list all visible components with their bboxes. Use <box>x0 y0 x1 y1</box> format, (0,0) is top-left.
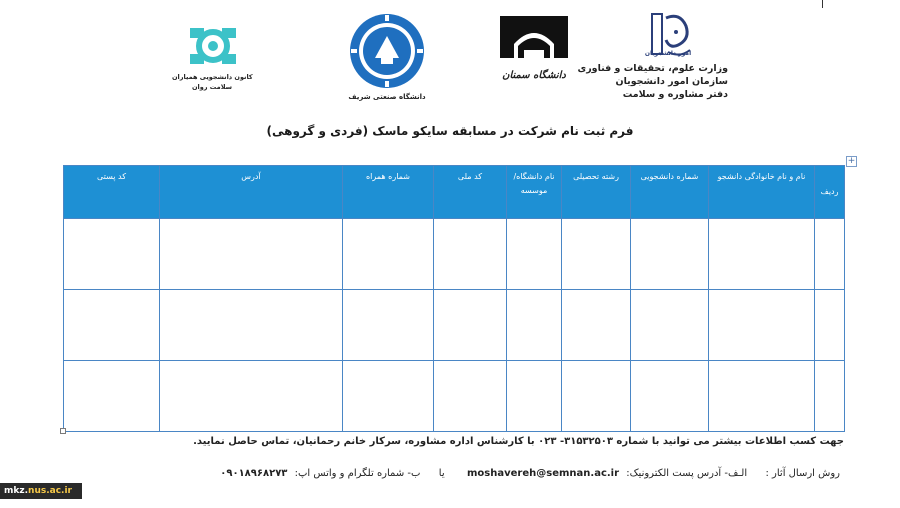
ministry-line-3: دفتر مشاوره و سلامت <box>622 89 728 100</box>
table-row <box>64 361 845 432</box>
table-cell[interactable] <box>343 290 434 361</box>
table-cell[interactable] <box>562 290 631 361</box>
semnan-logo-mark <box>498 14 570 68</box>
submission-methods <box>40 468 840 479</box>
table-row <box>64 219 845 290</box>
contact-info <box>64 434 844 449</box>
watermark-prefix: mkz. <box>4 486 29 496</box>
option-email-label: الـف- آدرس پست الکترونیک: <box>626 468 748 479</box>
sharif-logo-mark <box>348 12 426 90</box>
table-cell[interactable] <box>815 290 845 361</box>
table-cell[interactable] <box>160 219 343 290</box>
table-cell[interactable] <box>343 219 434 290</box>
ministry-line-2: سازمان امور دانشجویان <box>615 76 728 87</box>
table-cell[interactable] <box>562 361 631 432</box>
header-national-id: کد ملی <box>434 166 507 219</box>
club-logo-mark <box>180 22 246 72</box>
table-cell[interactable] <box>631 290 709 361</box>
table-cell[interactable] <box>507 361 562 432</box>
site-watermark <box>0 483 82 499</box>
contact-info-line: جهت کسب اطلاعات بیشتر می توانید با شماره ۳۱۵۳۲۵۰۳- ۰۲۳ با کارشناس اداره مشاوره، سرکار خانم رحمانیان، تماس حاصل نمایید. <box>193 436 844 447</box>
table-cell[interactable] <box>507 219 562 290</box>
header-mobile: شماره همراه <box>343 166 434 219</box>
table-cell[interactable] <box>434 361 507 432</box>
sharif-caption: دانشگاه صنعتی شریف <box>348 93 426 101</box>
submission-label: روش ارسال آثار : <box>765 468 840 479</box>
watermark-accent: nus.ac.ir <box>28 486 72 496</box>
club-caption-line1: کانون دانشجویی همیاران <box>172 73 253 81</box>
table-cell[interactable] <box>64 290 160 361</box>
club-caption <box>172 72 252 92</box>
header-student-id: شماره دانشجویی <box>631 166 709 219</box>
semnan-logo <box>498 14 570 68</box>
table-move-handle-icon[interactable]: + <box>847 156 856 166</box>
table-cell[interactable] <box>434 219 507 290</box>
club-caption-line2: سلامت روان <box>191 83 233 91</box>
phone-number: ۰۹۰۱۸۹۶۸۲۷۳ <box>220 468 288 479</box>
email-address[interactable]: moshavereh@semnan.ac.ir <box>467 468 620 479</box>
table-cell[interactable] <box>815 361 845 432</box>
header-field-of-study: رشته تحصیلی <box>562 166 631 219</box>
table-cell[interactable] <box>160 290 343 361</box>
table-cell[interactable] <box>64 219 160 290</box>
table-cell[interactable] <box>631 361 709 432</box>
ministry-logo-text: امور دانشجویان <box>644 50 692 57</box>
table-cell[interactable] <box>343 361 434 432</box>
option-messenger-label: ب- شماره تلگرام و واتس اپ: <box>294 468 421 479</box>
club-logo <box>180 22 246 72</box>
table-cell[interactable] <box>815 219 845 290</box>
sharif-logo <box>348 12 426 90</box>
table-cell[interactable] <box>709 290 815 361</box>
ministry-line-1: وزارت علوم، تحقیقات و فناوری <box>577 63 728 74</box>
registration-table <box>63 165 845 432</box>
table-cell[interactable] <box>562 219 631 290</box>
header-postal-code: کد پستی <box>64 166 160 219</box>
header-university: نام دانشگاه/ موسسه <box>507 166 562 219</box>
table-cell[interactable] <box>709 361 815 432</box>
table-cell[interactable] <box>507 290 562 361</box>
semnan-logo-text: دانشگاه سمنان <box>502 70 566 81</box>
table-cell[interactable] <box>434 290 507 361</box>
header-full-name: نام و نام خانوادگی دانشجو <box>709 166 815 219</box>
table-cell[interactable] <box>709 219 815 290</box>
header-row <box>64 166 845 219</box>
form-title: فرم ثبت نام شرکت در مسابقه سایکو ماسک (فردی و گروهی) <box>266 124 634 138</box>
table-cell[interactable] <box>160 361 343 432</box>
table-cell[interactable] <box>64 361 160 432</box>
table-cell[interactable] <box>631 219 709 290</box>
table-row <box>64 290 845 361</box>
header-row-number: ردیف <box>815 166 845 219</box>
or-text: یا <box>438 468 445 479</box>
header-address: آدرس <box>160 166 343 219</box>
logo-strip <box>0 0 900 110</box>
ministry-text <box>577 62 728 101</box>
